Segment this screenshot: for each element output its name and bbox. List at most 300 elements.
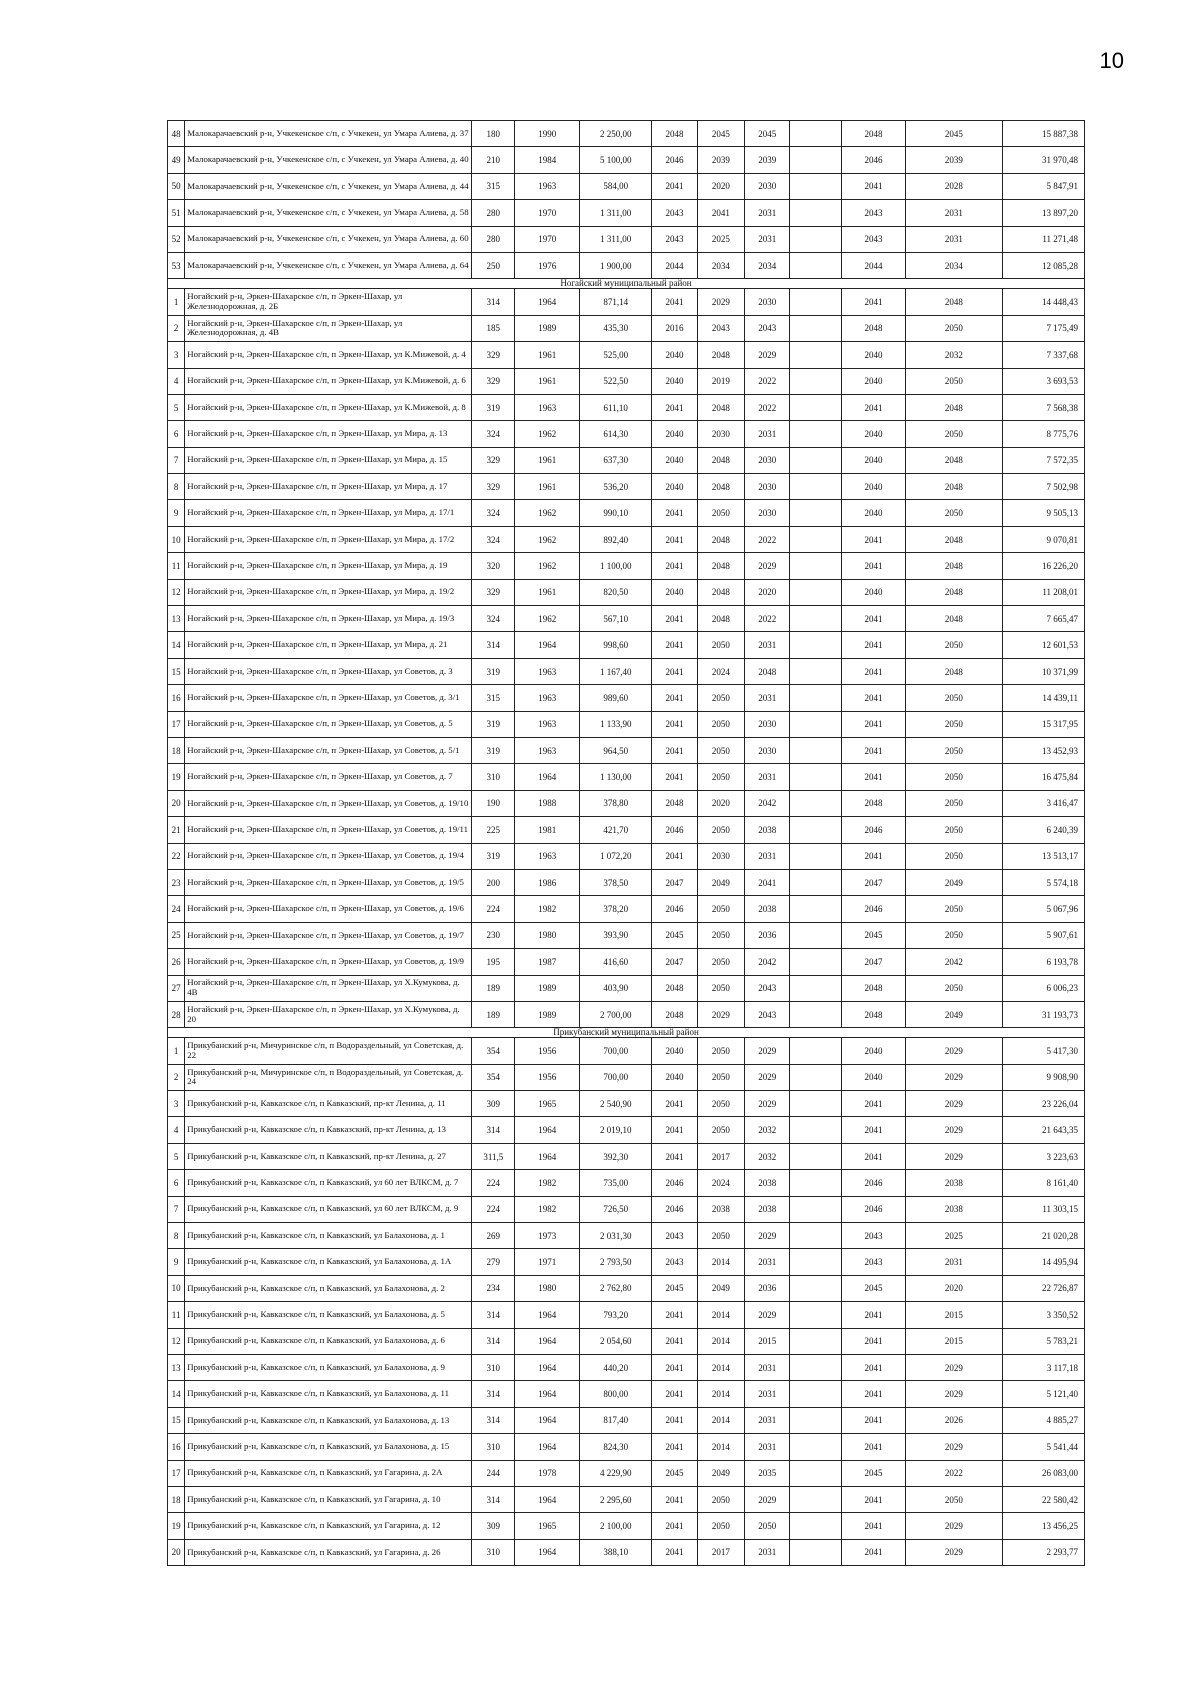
cell-col7: 2050 — [697, 685, 744, 711]
cell-col11: 2050 — [905, 711, 1002, 737]
cell-col5: 392,30 — [580, 1143, 652, 1169]
cell-col6: 2045 — [652, 922, 697, 948]
cell-col12: 12 601,53 — [1002, 632, 1084, 658]
table-row — [168, 1091, 1085, 1117]
cell-col3: 180 — [472, 121, 515, 147]
cell-col12: 14 439,11 — [1002, 685, 1084, 711]
cell-col4: 1965 — [515, 1513, 580, 1539]
cell-col3: 319 — [472, 737, 515, 763]
cell-col11: 2050 — [905, 922, 1002, 948]
cell-col4: 1964 — [515, 1434, 580, 1460]
cell-col11: 2045 — [905, 121, 1002, 147]
row-number: 15 — [168, 658, 185, 684]
cell-col3: 314 — [472, 289, 515, 315]
cell-col8: 2030 — [745, 711, 790, 737]
cell-col10: 2041 — [842, 1434, 906, 1460]
cell-col10: 2046 — [842, 147, 906, 173]
cell-col12: 5 067,96 — [1002, 896, 1084, 922]
cell-col5: 416,60 — [580, 949, 652, 975]
cell-col5: 388,10 — [580, 1539, 652, 1565]
cell-col12: 11 208,01 — [1002, 579, 1084, 605]
cell-col7: 2049 — [697, 1275, 744, 1301]
cell-col12: 13 513,17 — [1002, 843, 1084, 869]
cell-col10: 2048 — [842, 121, 906, 147]
cell-col7: 2050 — [697, 1486, 744, 1512]
cell-col8: 2043 — [745, 315, 790, 341]
cell-col6: 2040 — [652, 447, 697, 473]
row-number: 48 — [168, 121, 185, 147]
table-row — [168, 1434, 1085, 1460]
row-number: 3 — [168, 342, 185, 368]
cell-col7: 2020 — [697, 790, 744, 816]
cell-col7: 2038 — [697, 1196, 744, 1222]
cell-col8: 2030 — [745, 500, 790, 526]
cell-col4: 1989 — [515, 975, 580, 1001]
cell-col11: 2028 — [905, 173, 1002, 199]
section-title: Ногайский муниципальный район — [168, 279, 1085, 289]
cell-col7: 2014 — [697, 1328, 744, 1354]
cell-col8: 2030 — [745, 173, 790, 199]
table-row — [168, 817, 1085, 843]
cell-col7: 2029 — [697, 1001, 744, 1027]
cell-col4: 1964 — [515, 1407, 580, 1433]
cell-col8: 2032 — [745, 1143, 790, 1169]
cell-col9 — [790, 1143, 842, 1169]
cell-col7: 2050 — [697, 1223, 744, 1249]
cell-col7: 2048 — [697, 526, 744, 552]
cell-col5: 421,70 — [580, 817, 652, 843]
row-number: 50 — [168, 173, 185, 199]
cell-col8: 2032 — [745, 1117, 790, 1143]
cell-col6: 2041 — [652, 500, 697, 526]
cell-col11: 2015 — [905, 1302, 1002, 1328]
cell-col10: 2041 — [842, 632, 906, 658]
cell-col9 — [790, 173, 842, 199]
address-cell: Ногайский р-н, Эркен-Шахарское с/п, п Эркен-Шахар, ул Железнодорожная, д. 4В — [185, 315, 472, 341]
cell-col4: 1964 — [515, 1302, 580, 1328]
cell-col6: 2041 — [652, 1486, 697, 1512]
cell-col10: 2041 — [842, 764, 906, 790]
table-row — [168, 315, 1085, 341]
cell-col3: 354 — [472, 1038, 515, 1064]
table-row — [168, 658, 1085, 684]
cell-col12: 26 083,00 — [1002, 1460, 1084, 1486]
cell-col6: 2041 — [652, 737, 697, 763]
cell-col9 — [790, 553, 842, 579]
cell-col3: 225 — [472, 817, 515, 843]
address-cell: Прикубанский р-н, Кавказское с/п, п Кавказский, пр-кт Ленина, д. 11 — [185, 1091, 472, 1117]
cell-col8: 2015 — [745, 1328, 790, 1354]
cell-col8: 2038 — [745, 1170, 790, 1196]
cell-col11: 2050 — [905, 500, 1002, 526]
cell-col3: 224 — [472, 1196, 515, 1222]
cell-col12: 5 417,30 — [1002, 1038, 1084, 1064]
row-number: 9 — [168, 500, 185, 526]
cell-col11: 2050 — [905, 1486, 1002, 1512]
cell-col3: 329 — [472, 447, 515, 473]
cell-col10: 2047 — [842, 869, 906, 895]
address-cell: Ногайский р-н, Эркен-Шахарское с/п, п Эркен-Шахар, ул Мира, д. 19/2 — [185, 579, 472, 605]
cell-col3: 224 — [472, 896, 515, 922]
cell-col7: 2014 — [697, 1407, 744, 1433]
cell-col4: 1970 — [515, 200, 580, 226]
cell-col8: 2036 — [745, 922, 790, 948]
cell-col10: 2045 — [842, 1460, 906, 1486]
cell-col12: 9 505,13 — [1002, 500, 1084, 526]
cell-col4: 1964 — [515, 1328, 580, 1354]
cell-col4: 1956 — [515, 1038, 580, 1064]
row-number: 25 — [168, 922, 185, 948]
address-cell: Ногайский р-н, Эркен-Шахарское с/п, п Эркен-Шахар, ул Советов, д. 19/7 — [185, 922, 472, 948]
cell-col8: 2030 — [745, 447, 790, 473]
cell-col9 — [790, 922, 842, 948]
cell-col6: 2043 — [652, 1223, 697, 1249]
table-row — [168, 1001, 1085, 1027]
cell-col12: 6 240,39 — [1002, 817, 1084, 843]
cell-col8: 2038 — [745, 817, 790, 843]
cell-col7: 2050 — [697, 764, 744, 790]
cell-col4: 1963 — [515, 685, 580, 711]
row-number: 53 — [168, 252, 185, 278]
cell-col11: 2029 — [905, 1038, 1002, 1064]
cell-col12: 16 226,20 — [1002, 553, 1084, 579]
cell-col5: 614,30 — [580, 421, 652, 447]
cell-col11: 2031 — [905, 226, 1002, 252]
cell-col12: 3 416,47 — [1002, 790, 1084, 816]
cell-col12: 2 293,77 — [1002, 1539, 1084, 1565]
cell-col11: 2050 — [905, 975, 1002, 1001]
cell-col7: 2048 — [697, 447, 744, 473]
cell-col9 — [790, 790, 842, 816]
cell-col10: 2041 — [842, 173, 906, 199]
cell-col8: 2022 — [745, 394, 790, 420]
cell-col3: 309 — [472, 1091, 515, 1117]
table-row — [168, 147, 1085, 173]
cell-col3: 250 — [472, 252, 515, 278]
cell-col3: 279 — [472, 1249, 515, 1275]
cell-col7: 2014 — [697, 1249, 744, 1275]
cell-col8: 2031 — [745, 200, 790, 226]
cell-col7: 2030 — [697, 843, 744, 869]
cell-col10: 2041 — [842, 1486, 906, 1512]
cell-col5: 378,20 — [580, 896, 652, 922]
row-number: 8 — [168, 1223, 185, 1249]
cell-col3: 200 — [472, 869, 515, 895]
cell-col8: 2022 — [745, 368, 790, 394]
table-row — [168, 252, 1085, 278]
cell-col6: 2041 — [652, 173, 697, 199]
cell-col9 — [790, 1381, 842, 1407]
cell-col9 — [790, 579, 842, 605]
table-row — [168, 1354, 1085, 1380]
cell-col9 — [790, 342, 842, 368]
row-number: 11 — [168, 1302, 185, 1328]
cell-col9 — [790, 1117, 842, 1143]
table-row — [168, 526, 1085, 552]
cell-col11: 2048 — [905, 289, 1002, 315]
cell-col8: 2050 — [745, 1513, 790, 1539]
cell-col4: 1956 — [515, 1064, 580, 1090]
table-row — [168, 975, 1085, 1001]
cell-col12: 3 223,63 — [1002, 1143, 1084, 1169]
cell-col11: 2038 — [905, 1196, 1002, 1222]
address-cell: Ногайский р-н, Эркен-Шахарское с/п, п Эркен-Шахар, ул Советов, д. 19/4 — [185, 843, 472, 869]
row-number: 24 — [168, 896, 185, 922]
cell-col3: 314 — [472, 1486, 515, 1512]
table-row — [168, 1275, 1085, 1301]
table-row — [168, 368, 1085, 394]
cell-col8: 2042 — [745, 949, 790, 975]
table-row — [168, 474, 1085, 500]
cell-col7: 2039 — [697, 147, 744, 173]
row-number: 13 — [168, 606, 185, 632]
cell-col11: 2048 — [905, 474, 1002, 500]
table-row — [168, 1223, 1085, 1249]
cell-col3: 280 — [472, 200, 515, 226]
cell-col8: 2030 — [745, 289, 790, 315]
row-number: 27 — [168, 975, 185, 1001]
cell-col11: 2029 — [905, 1381, 1002, 1407]
address-cell: Малокарачаевский р-н, Учкекенское с/п, с Учкекен, ул Умара Алиева, д. 60 — [185, 226, 472, 252]
cell-col9 — [790, 474, 842, 500]
cell-col3: 320 — [472, 553, 515, 579]
cell-col3: 329 — [472, 342, 515, 368]
cell-col8: 2039 — [745, 147, 790, 173]
cell-col6: 2048 — [652, 975, 697, 1001]
cell-col5: 2 793,50 — [580, 1249, 652, 1275]
cell-col12: 22 580,42 — [1002, 1486, 1084, 1512]
cell-col4: 1986 — [515, 869, 580, 895]
cell-col5: 2 762,80 — [580, 1275, 652, 1301]
cell-col6: 2046 — [652, 147, 697, 173]
table-row — [168, 394, 1085, 420]
cell-col6: 2041 — [652, 526, 697, 552]
address-cell: Прикубанский р-н, Кавказское с/п, п Кавказский, ул Балахонова, д. 15 — [185, 1434, 472, 1460]
row-number: 2 — [168, 315, 185, 341]
cell-col11: 2025 — [905, 1223, 1002, 1249]
cell-col3: 189 — [472, 975, 515, 1001]
address-cell: Ногайский р-н, Эркен-Шахарское с/п, п Эркен-Шахар, ул Советов, д. 19/5 — [185, 869, 472, 895]
table-row — [168, 173, 1085, 199]
table-row — [168, 1170, 1085, 1196]
cell-col6: 2048 — [652, 1001, 697, 1027]
cell-col9 — [790, 632, 842, 658]
cell-col7: 2049 — [697, 869, 744, 895]
cell-col4: 1962 — [515, 421, 580, 447]
cell-col9 — [790, 1223, 842, 1249]
cell-col7: 2050 — [697, 949, 744, 975]
cell-col6: 2041 — [652, 843, 697, 869]
cell-col5: 964,50 — [580, 737, 652, 763]
cell-col7: 2050 — [697, 632, 744, 658]
cell-col8: 2031 — [745, 1381, 790, 1407]
cell-col8: 2045 — [745, 121, 790, 147]
address-cell: Ногайский р-н, Эркен-Шахарское с/п, п Эркен-Шахар, ул Мира, д. 17/1 — [185, 500, 472, 526]
cell-col5: 584,00 — [580, 173, 652, 199]
row-number: 21 — [168, 817, 185, 843]
cell-col8: 2030 — [745, 737, 790, 763]
cell-col5: 892,40 — [580, 526, 652, 552]
address-cell: Прикубанский р-н, Кавказское с/п, п Кавказский, ул Гагарина, д. 26 — [185, 1539, 472, 1565]
cell-col9 — [790, 1486, 842, 1512]
cell-col11: 2050 — [905, 896, 1002, 922]
cell-col3: 314 — [472, 1302, 515, 1328]
cell-col11: 2032 — [905, 342, 1002, 368]
cell-col6: 2040 — [652, 474, 697, 500]
address-cell: Ногайский р-н, Эркен-Шахарское с/п, п Эркен-Шахар, ул Советов, д. 19/11 — [185, 817, 472, 843]
cell-col8: 2031 — [745, 632, 790, 658]
cell-col12: 13 897,20 — [1002, 200, 1084, 226]
address-cell: Прикубанский р-н, Кавказское с/п, п Кавказский, ул Балахонова, д. 13 — [185, 1407, 472, 1433]
cell-col11: 2031 — [905, 200, 1002, 226]
cell-col7: 2017 — [697, 1143, 744, 1169]
address-cell: Прикубанский р-н, Кавказское с/п, п Кавказский, ул Гагарина, д. 12 — [185, 1513, 472, 1539]
cell-col12: 21 643,35 — [1002, 1117, 1084, 1143]
cell-col9 — [790, 843, 842, 869]
cell-col9 — [790, 1196, 842, 1222]
cell-col4: 1963 — [515, 711, 580, 737]
cell-col9 — [790, 1170, 842, 1196]
cell-col10: 2041 — [842, 843, 906, 869]
cell-col9 — [790, 1302, 842, 1328]
address-cell: Прикубанский р-н, Кавказское с/п, п Кавказский, ул Балахонова, д. 9 — [185, 1354, 472, 1380]
cell-col5: 393,90 — [580, 922, 652, 948]
cell-col9 — [790, 121, 842, 147]
cell-col5: 700,00 — [580, 1064, 652, 1090]
cell-col4: 1982 — [515, 1170, 580, 1196]
cell-col10: 2041 — [842, 1328, 906, 1354]
cell-col9 — [790, 1249, 842, 1275]
cell-col4: 1964 — [515, 764, 580, 790]
cell-col3: 310 — [472, 1434, 515, 1460]
cell-col8: 2031 — [745, 1539, 790, 1565]
cell-col10: 2041 — [842, 658, 906, 684]
cell-col3: 319 — [472, 711, 515, 737]
row-number: 14 — [168, 632, 185, 658]
cell-col9 — [790, 500, 842, 526]
cell-col5: 611,10 — [580, 394, 652, 420]
table-row — [168, 632, 1085, 658]
row-number: 14 — [168, 1381, 185, 1407]
address-cell: Ногайский р-н, Эркен-Шахарское с/п, п Эркен-Шахар, ул Советов, д. 3 — [185, 658, 472, 684]
cell-col5: 735,00 — [580, 1170, 652, 1196]
cell-col5: 637,30 — [580, 447, 652, 473]
cell-col4: 1961 — [515, 447, 580, 473]
cell-col11: 2050 — [905, 421, 1002, 447]
cell-col12: 9 908,90 — [1002, 1064, 1084, 1090]
cell-col5: 525,00 — [580, 342, 652, 368]
cell-col4: 1971 — [515, 1249, 580, 1275]
cell-col10: 2045 — [842, 1275, 906, 1301]
cell-col5: 800,00 — [580, 1381, 652, 1407]
cell-col6: 2045 — [652, 1460, 697, 1486]
row-number: 22 — [168, 843, 185, 869]
row-number: 12 — [168, 579, 185, 605]
cell-col5: 1 100,00 — [580, 553, 652, 579]
cell-col12: 7 568,38 — [1002, 394, 1084, 420]
table-row — [168, 1302, 1085, 1328]
cell-col5: 1 130,00 — [580, 764, 652, 790]
table-row — [168, 1486, 1085, 1512]
cell-col11: 2048 — [905, 526, 1002, 552]
cell-col9 — [790, 368, 842, 394]
cell-col9 — [790, 896, 842, 922]
cell-col6: 2041 — [652, 1513, 697, 1539]
cell-col12: 3 693,53 — [1002, 368, 1084, 394]
cell-col12: 7 175,49 — [1002, 315, 1084, 341]
cell-col4: 1964 — [515, 1381, 580, 1407]
cell-col6: 2041 — [652, 1539, 697, 1565]
cell-col6: 2046 — [652, 1196, 697, 1222]
cell-col12: 5 574,18 — [1002, 869, 1084, 895]
row-number: 18 — [168, 1486, 185, 1512]
cell-col10: 2041 — [842, 711, 906, 737]
cell-col6: 2041 — [652, 1091, 697, 1117]
cell-col12: 15 317,95 — [1002, 711, 1084, 737]
address-cell: Прикубанский р-н, Мичуринское с/п, п Водораздельный, ул Советская, д. 22 — [185, 1038, 472, 1064]
cell-col4: 1980 — [515, 922, 580, 948]
cell-col3: 314 — [472, 1407, 515, 1433]
address-cell: Прикубанский р-н, Кавказское с/п, п Кавказский, ул Балахонова, д. 2 — [185, 1275, 472, 1301]
cell-col11: 2050 — [905, 764, 1002, 790]
cell-col4: 1973 — [515, 1223, 580, 1249]
cell-col10: 2040 — [842, 500, 906, 526]
row-number: 5 — [168, 1143, 185, 1169]
cell-col12: 13 456,25 — [1002, 1513, 1084, 1539]
cell-col3: 269 — [472, 1223, 515, 1249]
cell-col7: 2014 — [697, 1434, 744, 1460]
table-row — [168, 1460, 1085, 1486]
cell-col7: 2048 — [697, 474, 744, 500]
section-header-row — [168, 1028, 1085, 1038]
cell-col8: 2035 — [745, 1460, 790, 1486]
cell-col10: 2041 — [842, 1117, 906, 1143]
row-number: 16 — [168, 1434, 185, 1460]
table-row — [168, 606, 1085, 632]
cell-col7: 2048 — [697, 342, 744, 368]
cell-col4: 1964 — [515, 632, 580, 658]
address-cell: Прикубанский р-н, Кавказское с/п, п Кавказский, ул Гагарина, д. 10 — [185, 1486, 472, 1512]
cell-col12: 23 226,04 — [1002, 1091, 1084, 1117]
cell-col9 — [790, 1434, 842, 1460]
address-cell: Ногайский р-н, Эркен-Шахарское с/п, п Эркен-Шахар, ул Железнодорожная, д. 2Б — [185, 289, 472, 315]
address-cell: Ногайский р-н, Эркен-Шахарское с/п, п Эркен-Шахар, ул Мира, д. 21 — [185, 632, 472, 658]
cell-col10: 2046 — [842, 1170, 906, 1196]
cell-col4: 1962 — [515, 526, 580, 552]
cell-col7: 2014 — [697, 1381, 744, 1407]
cell-col10: 2040 — [842, 1038, 906, 1064]
cell-col11: 2029 — [905, 1091, 1002, 1117]
cell-col5: 793,20 — [580, 1302, 652, 1328]
cell-col6: 2043 — [652, 200, 697, 226]
address-cell: Ногайский р-н, Эркен-Шахарское с/п, п Эркен-Шахар, ул К.Мижевой, д. 6 — [185, 368, 472, 394]
cell-col12: 3 117,18 — [1002, 1354, 1084, 1380]
cell-col11: 2050 — [905, 817, 1002, 843]
cell-col3: 311,5 — [472, 1143, 515, 1169]
cell-col7: 2050 — [697, 1117, 744, 1143]
cell-col10: 2048 — [842, 790, 906, 816]
cell-col6: 2044 — [652, 252, 697, 278]
cell-col9 — [790, 447, 842, 473]
table-row — [168, 500, 1085, 526]
cell-col9 — [790, 1407, 842, 1433]
cell-col9 — [790, 737, 842, 763]
cell-col5: 4 229,90 — [580, 1460, 652, 1486]
table-row — [168, 579, 1085, 605]
cell-col7: 2048 — [697, 579, 744, 605]
cell-col12: 7 572,35 — [1002, 447, 1084, 473]
cell-col11: 2029 — [905, 1434, 1002, 1460]
